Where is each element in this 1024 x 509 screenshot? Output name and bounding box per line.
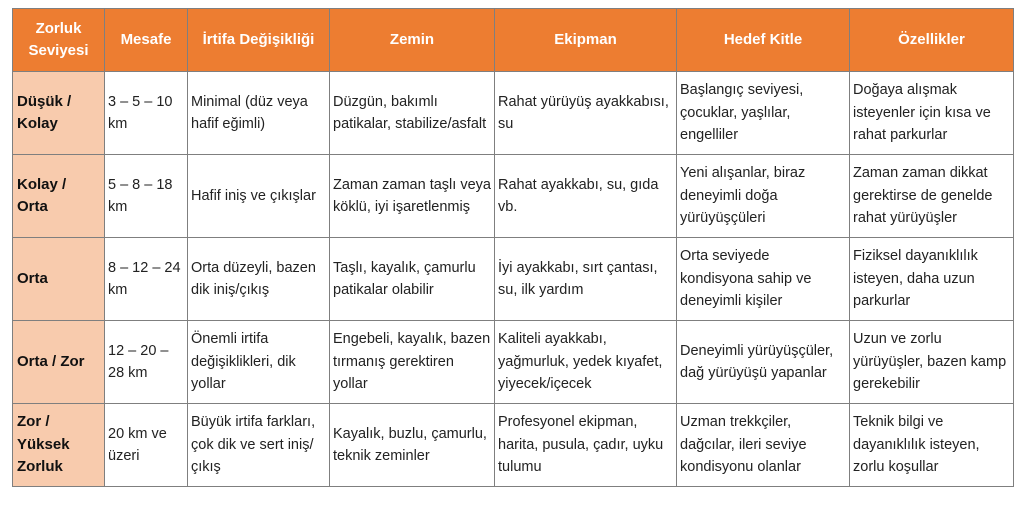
cell-distance: 5 – 8 – 18 km: [105, 155, 188, 238]
cell-audience: Başlangıç seviyesi, çocuklar, yaşlılar, engelliler: [677, 72, 850, 155]
cell-level: Orta: [13, 238, 105, 321]
cell-terrain: Engebeli, kayalık, bazen tırmanış gerektiren yollar: [330, 321, 495, 404]
cell-distance: 8 – 12 – 24 km: [105, 238, 188, 321]
cell-level: Kolay / Orta: [13, 155, 105, 238]
cell-terrain: Zaman zaman taşlı veya köklü, iyi işaretlenmiş: [330, 155, 495, 238]
header-terrain: Zemin: [330, 9, 495, 72]
cell-equipment: Profesyonel ekipman, harita, pusula, çadır, uyku tulumu: [495, 404, 677, 487]
header-distance: Mesafe: [105, 9, 188, 72]
cell-level: Zor / Yüksek Zorluk: [13, 404, 105, 487]
header-audience: Hedef Kitle: [677, 9, 850, 72]
cell-features: Fiziksel dayanıklılık isteyen, daha uzun parkurlar: [850, 238, 1014, 321]
cell-features: Doğaya alışmak isteyenler için kısa ve rahat parkurlar: [850, 72, 1014, 155]
cell-level: Orta / Zor: [13, 321, 105, 404]
table-row: [13, 155, 1014, 238]
cell-terrain: Taşlı, kayalık, çamurlu patikalar olabilir: [330, 238, 495, 321]
cell-elevation: Büyük irtifa farkları, çok dik ve sert iniş/çıkış: [188, 404, 330, 487]
table-row: [13, 238, 1014, 321]
cell-distance: 12 – 20 – 28 km: [105, 321, 188, 404]
header-equipment: Ekipman: [495, 9, 677, 72]
cell-audience: Yeni alışanlar, biraz deneyimli doğa yürüyüşçüleri: [677, 155, 850, 238]
header-row: [13, 9, 1014, 72]
cell-features: Zaman zaman dikkat gerektirse de genelde rahat yürüyüşler: [850, 155, 1014, 238]
cell-equipment: Kaliteli ayakkabı, yağmurluk, yedek kıyafet, yiyecek/içecek: [495, 321, 677, 404]
header-features: Özellikler: [850, 9, 1014, 72]
table-row: [13, 404, 1014, 487]
cell-distance: 3 – 5 – 10 km: [105, 72, 188, 155]
difficulty-table-container: [12, 8, 1014, 487]
table-row: [13, 321, 1014, 404]
cell-terrain: Kayalık, buzlu, çamurlu, teknik zeminler: [330, 404, 495, 487]
cell-audience: Deneyimli yürüyüşçüler, dağ yürüyüşü yapanlar: [677, 321, 850, 404]
cell-features: Teknik bilgi ve dayanıklılık isteyen, zorlu koşullar: [850, 404, 1014, 487]
cell-distance: 20 km ve üzeri: [105, 404, 188, 487]
cell-elevation: Hafif iniş ve çıkışlar: [188, 155, 330, 238]
difficulty-table: [12, 8, 1014, 487]
cell-audience: Orta seviyede kondisyona sahip ve deneyimli kişiler: [677, 238, 850, 321]
header-elevation: İrtifa Değişikliği: [188, 9, 330, 72]
cell-terrain: Düzgün, bakımlı patikalar, stabilize/asfalt: [330, 72, 495, 155]
cell-level: Düşük / Kolay: [13, 72, 105, 155]
cell-audience: Uzman trekkçiler, dağcılar, ileri seviye kondisyonu olanlar: [677, 404, 850, 487]
cell-equipment: Rahat ayakkabı, su, gıda vb.: [495, 155, 677, 238]
cell-equipment: İyi ayakkabı, sırt çantası, su, ilk yardım: [495, 238, 677, 321]
header-difficulty: Zorluk Seviyesi: [13, 9, 105, 72]
cell-equipment: Rahat yürüyüş ayakkabısı, su: [495, 72, 677, 155]
cell-features: Uzun ve zorlu yürüyüşler, bazen kamp gerekebilir: [850, 321, 1014, 404]
cell-elevation: Önemli irtifa değişiklikleri, dik yollar: [188, 321, 330, 404]
cell-elevation: Minimal (düz veya hafif eğimli): [188, 72, 330, 155]
cell-elevation: Orta düzeyli, bazen dik iniş/çıkış: [188, 238, 330, 321]
table-row: [13, 72, 1014, 155]
